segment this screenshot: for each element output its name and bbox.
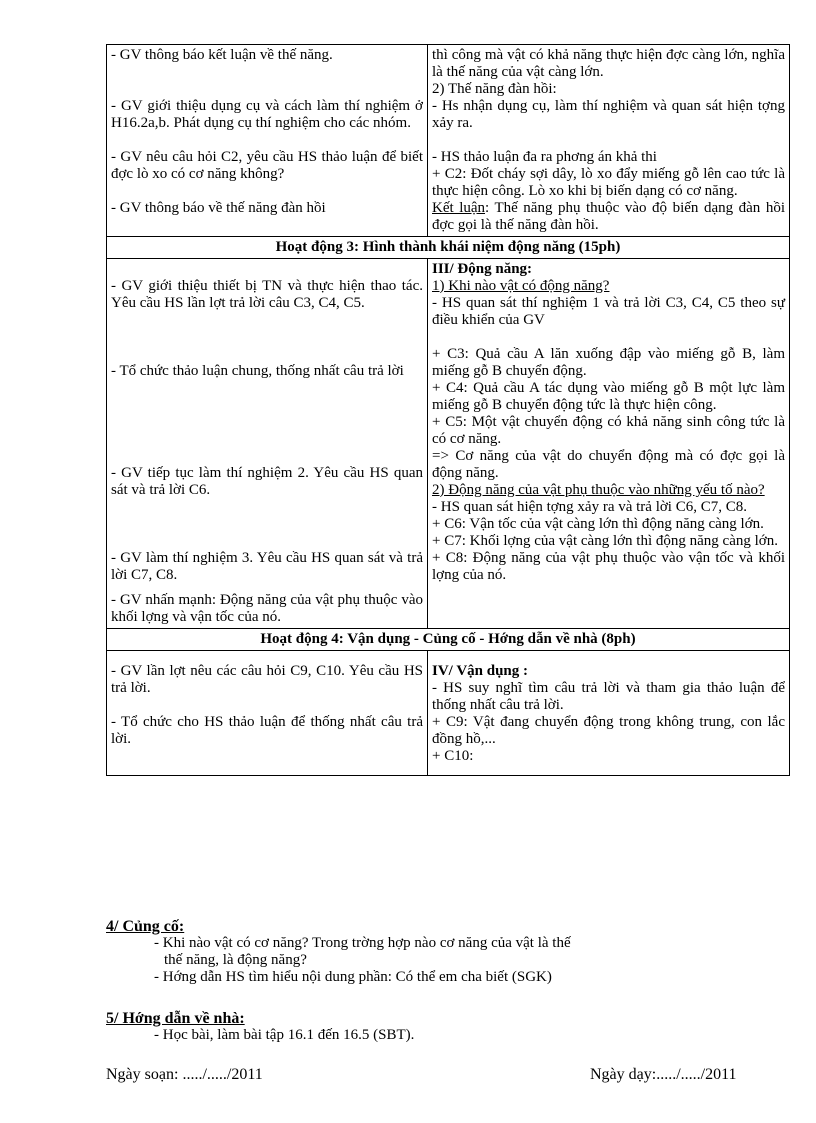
date-label: Ngày dạy: — [590, 1066, 657, 1083]
teacher-activity-cell — [107, 259, 428, 629]
text-line: - Tổ chức cho HS thảo luận để thống nhất câu trả lời. — [111, 714, 423, 747]
text-line: + C10: — [432, 748, 474, 764]
section-title: 5/ Hớng dẫn về nhà: — [106, 1010, 245, 1027]
table-row — [107, 45, 790, 237]
activity-heading: Hoạt động 3: Hình thành khái niệm động năng (15ph) — [107, 237, 790, 259]
text-line: 2) Thế năng đàn hồi: — [432, 81, 557, 97]
student-activity-cell — [428, 259, 790, 629]
text-line: - GV giới thiệu thiết bị TN và thực hiện thao tác. Yêu cầu HS lần lợt trả lời câu C3, C4, C5. — [111, 278, 423, 311]
student-activity-cell — [428, 45, 790, 237]
teacher-activity-cell — [107, 651, 428, 776]
teacher-activity-cell — [107, 45, 428, 237]
subsection-title: 2) Động năng của vật phụ thuộc vào những yếu tố nào? — [432, 482, 765, 498]
date-label: Ngày soạn: — [106, 1066, 179, 1083]
text-line: - GV nhấn mạnh: Động năng của vật phụ thuộc vào khối lợng và vận tốc của nó. — [111, 592, 423, 625]
text-line: - Hớng dẫn HS tìm hiểu nội dung phần: Có thể em cha biết (SGK) — [154, 969, 552, 985]
text-line: + C4: Quả cầu A tác dụng vào miếng gỗ B một lực làm miếng gỗ B chuyển động tức là thực hiện công. — [432, 380, 785, 413]
preparation-date — [106, 1066, 263, 1084]
consolidation-section — [106, 918, 726, 986]
table-row — [107, 651, 790, 776]
text-line: - HS quan sát hiện tợng xảy ra và trả lời C6, C7, C8. — [432, 499, 747, 515]
subsection-title: 1) Khi nào vật có động năng? — [432, 278, 610, 294]
student-activity-cell — [428, 651, 790, 776]
text-line: - GV tiếp tục làm thí nghiệm 2. Yêu cầu HS quan sát và trả lời C6. — [111, 465, 423, 498]
table-row — [107, 259, 790, 629]
date-value: ...../...../2011 — [178, 1066, 263, 1083]
section-title: III/ Động năng: — [432, 261, 533, 277]
text-line: - GV giới thiệu dụng cụ và cách làm thí nghiệm ở H16.2a,b. Phát dụng cụ thí nghiệm cho các nhóm. — [111, 98, 423, 131]
text-line: + C7: Khối lợng của vật càng lớn thì động năng càng lớn. — [432, 533, 778, 549]
activity-heading: Hoạt động 4: Vận dụng - Củng cố - Hớng dẫn về nhà (8ph) — [107, 629, 790, 651]
text-line: thì công mà vật có khả năng thực hiện đợc càng lớn, nghĩa là thế năng của vật càng lớn. — [432, 47, 785, 80]
table-row — [107, 237, 790, 259]
text-line: + C8: Động năng của vật phụ thuộc vào vận tốc và khối lợng của nó. — [432, 550, 785, 583]
conclusion-text: : Thế năng phụ thuộc vào độ biến dạng đàn hồi đợc gọi là thế năng đàn hồi. — [432, 200, 785, 233]
teaching-date — [590, 1066, 737, 1084]
text-line: - GV làm thí nghiệm 3. Yêu cầu HS quan sát và trả lời C7, C8. — [111, 550, 423, 583]
text-line: - GV lần lợt nêu các câu hỏi C9, C10. Yêu cầu HS trả lời. — [111, 663, 423, 696]
text-line: - Hs nhận dụng cụ, làm thí nghiệm và quan sát hiện tợng xảy ra. — [432, 98, 785, 131]
text-line: + C6: Vận tốc của vật càng lớn thì động năng càng lớn. — [432, 516, 764, 532]
text-line: - Học bài, làm bài tập 16.1 đến 16.5 (SBT). — [154, 1027, 415, 1043]
text-line: => Cơ năng của vật do chuyển động mà có đợc gọi là động năng. — [432, 448, 785, 481]
section-title: 4/ Củng cố: — [106, 918, 185, 935]
table-row — [107, 629, 790, 651]
text-line: - HS quan sát thí nghiệm 1 và trả lời C3, C4, C5 theo sự điều khiển của GV — [432, 295, 785, 328]
text-line: - HS suy nghĩ tìm câu trả lời và tham gia thảo luận để thống nhất câu trả lời. — [432, 680, 785, 713]
text-line: - Khi nào vật có cơ năng? Trong trờng hợp nào cơ năng của vật là thế — [154, 935, 571, 951]
text-line: + C5: Một vật chuyển động có khả năng sinh công tức là có cơ năng. — [432, 414, 785, 447]
date-value: ...../...../2011 — [656, 1066, 737, 1083]
text-line: + C3: Quả cầu A lăn xuống đập vào miếng gỗ B, làm miếng gỗ B chuyển động. — [432, 346, 785, 379]
text-line: - GV thông báo kết luận về thế năng. — [111, 47, 333, 63]
conclusion — [432, 200, 785, 234]
text-line: - GV nêu câu hỏi C2, yêu cầu HS thảo luận để biết đợc lò xo có cơ năng không? — [111, 149, 423, 182]
text-line: - HS thảo luận đa ra phơng án khả thi — [432, 149, 657, 165]
text-line: - GV thông báo về thế năng đàn hồi — [111, 200, 326, 216]
section-title: IV/ Vận dụng : — [432, 663, 529, 679]
text-line: thế năng, là động năng? — [164, 952, 307, 968]
text-line: + C9: Vật đang chuyển động trong không trung, con lắc đồng hồ,... — [432, 714, 785, 747]
text-line: + C2: Đốt cháy sợi dây, lò xo đẩy miếng gỗ lên cao tức là thực hiện công. Lò xo khi bị biến dạng có cơ năng. — [432, 166, 785, 199]
conclusion-label: Kết luận — [432, 200, 486, 216]
lesson-table — [106, 44, 790, 776]
text-line: - Tổ chức thảo luận chung, thống nhất câu trả lời — [111, 363, 404, 379]
homework-section — [106, 1010, 726, 1044]
